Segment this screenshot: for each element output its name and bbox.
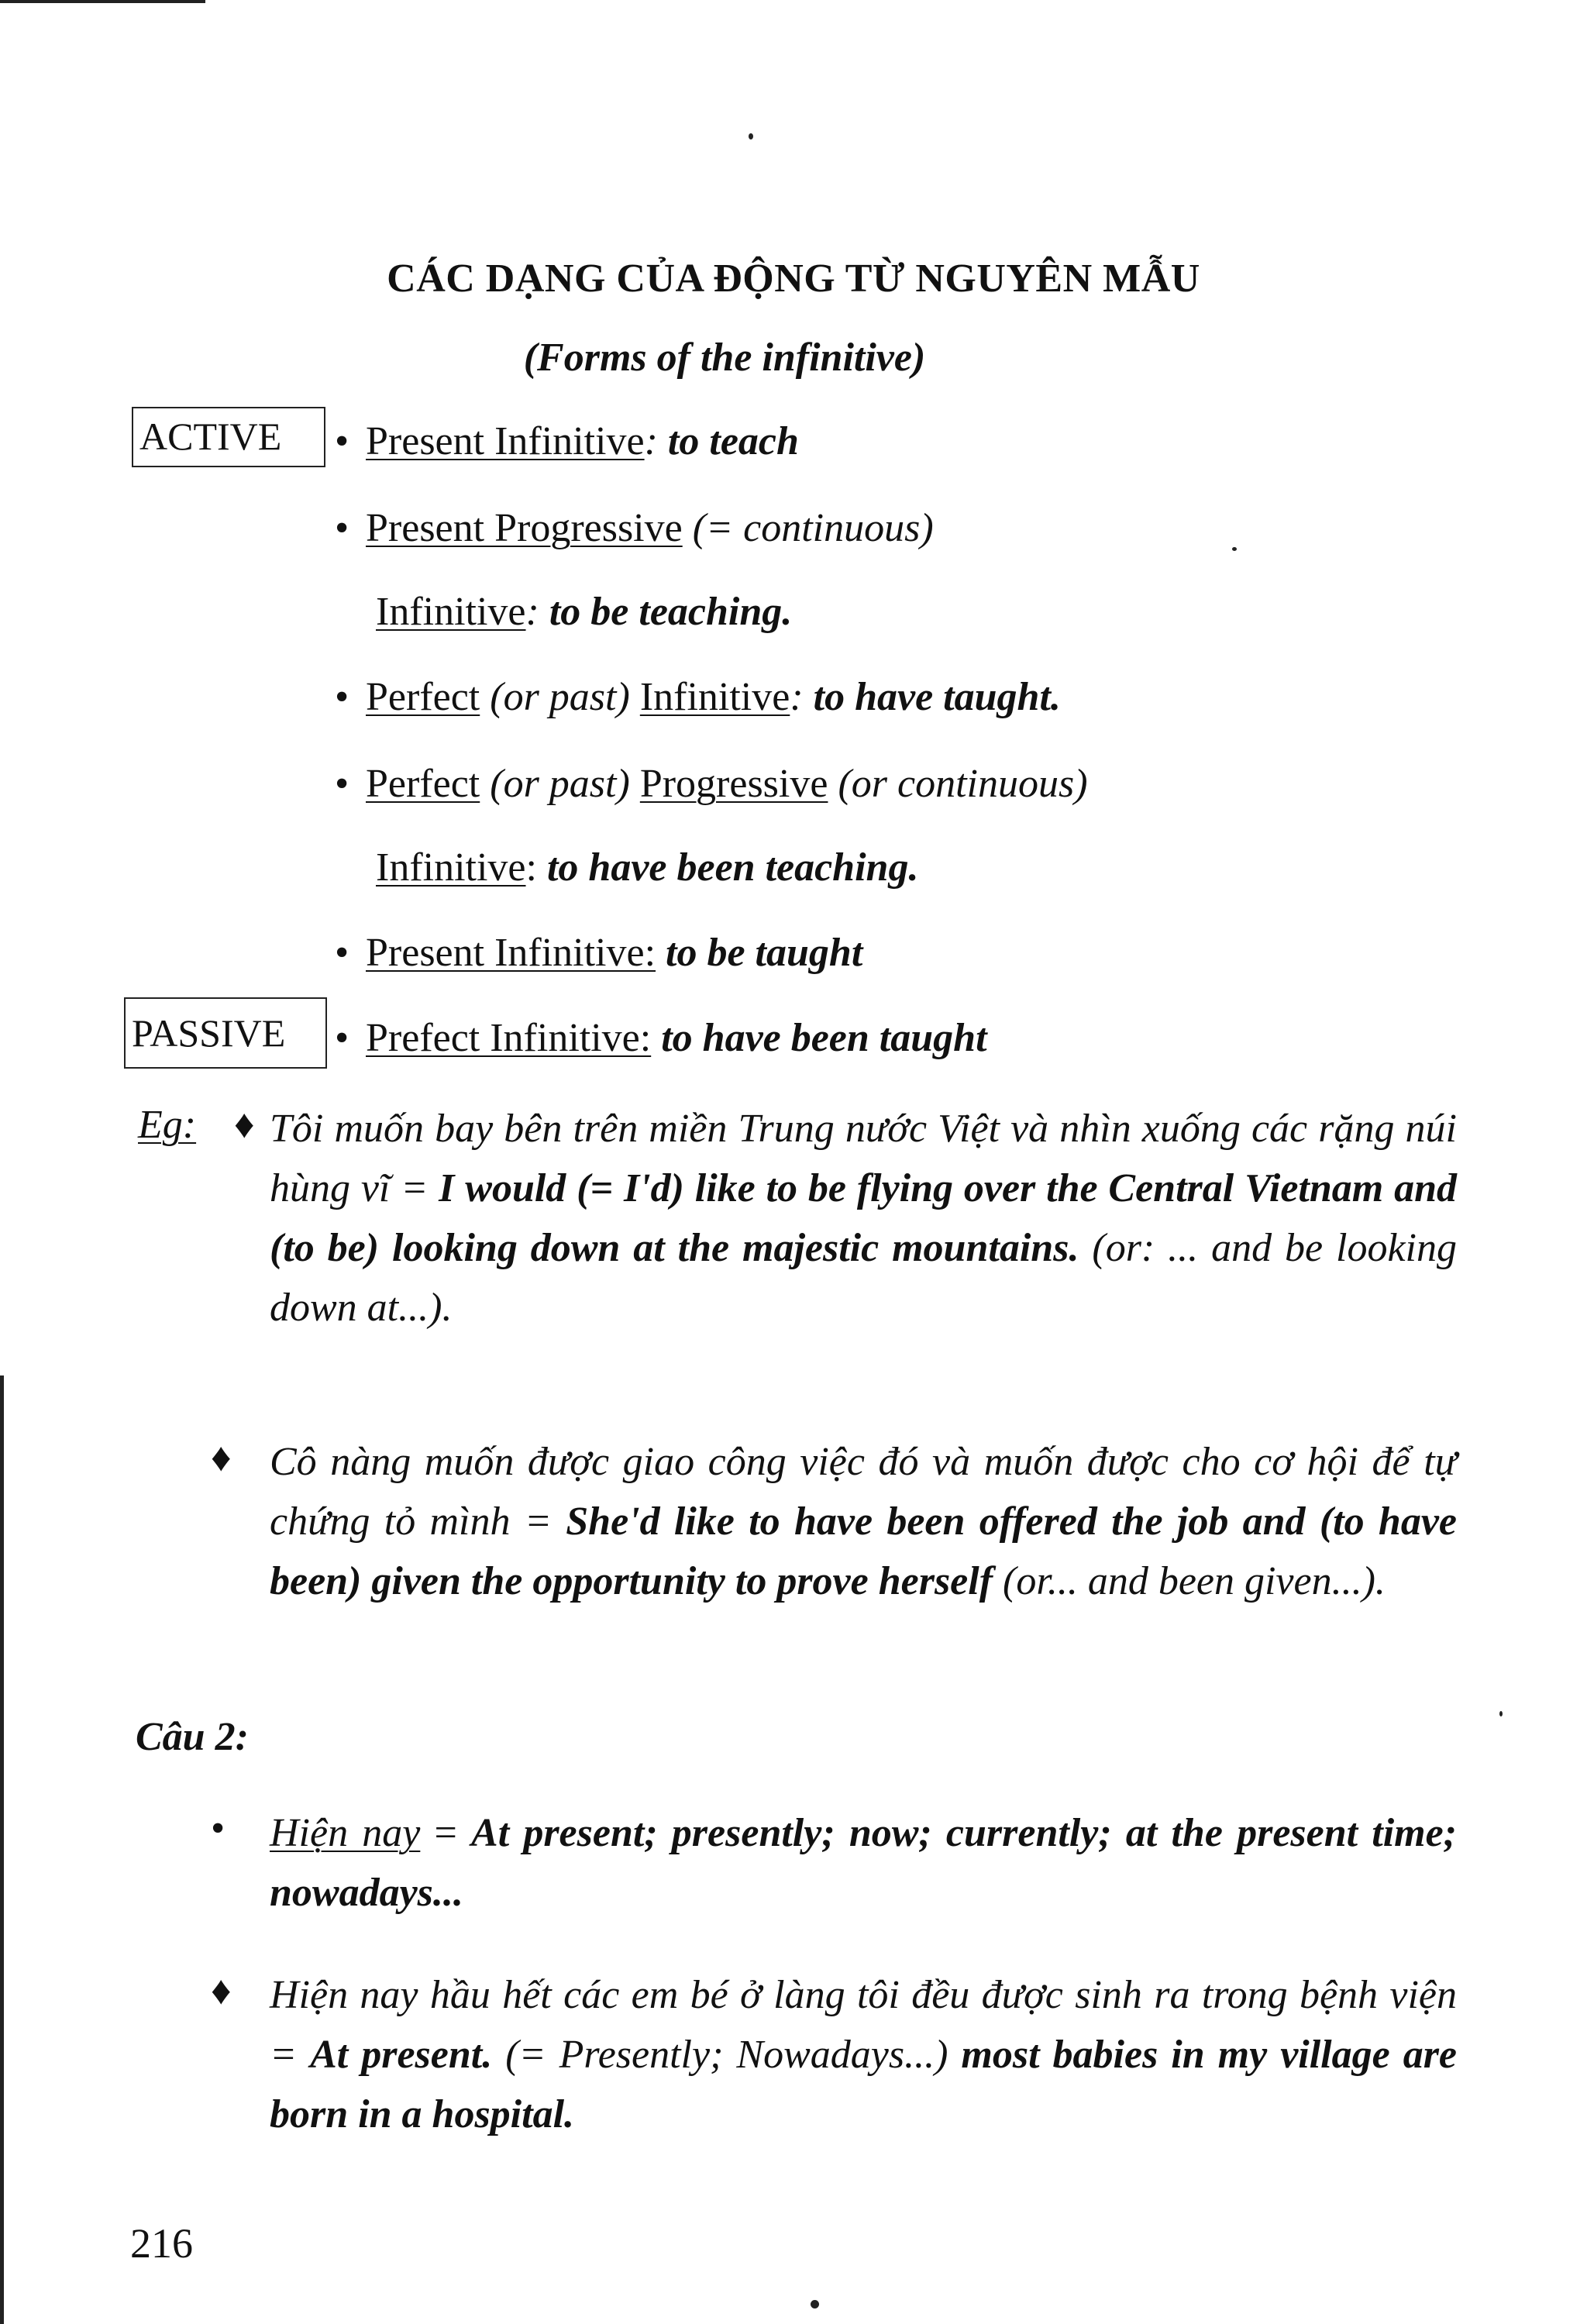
bullet-icon: • <box>335 762 349 806</box>
bullet-icon: • <box>335 506 349 550</box>
form-term: Present Infinitive <box>366 419 645 463</box>
diamond-bullet-icon: ♦ <box>234 1103 255 1147</box>
active-form-4-cont <box>376 845 918 890</box>
example-1 <box>270 1099 1457 1338</box>
form-term: Present Infinitive: <box>366 931 656 975</box>
form-term: Infinitive <box>376 590 526 634</box>
bullet-icon: • <box>211 1806 225 1851</box>
corner-rule <box>0 0 205 3</box>
bullet-icon: • <box>335 675 349 719</box>
example-note: (or... and been given...). <box>993 1559 1386 1603</box>
equals-sign: = <box>270 2033 311 2077</box>
example-english: At present. <box>310 2033 493 2077</box>
passive-form-1 <box>335 930 862 976</box>
form-example: to be teaching. <box>549 590 793 634</box>
bullet-icon: • <box>335 1016 349 1060</box>
term: Hiện nay <box>270 1811 421 1855</box>
form-note: (or past) <box>480 675 640 719</box>
form-term: Perfect <box>366 762 480 806</box>
active-form-3 <box>335 674 1061 720</box>
example-vietnamese: Tôi muốn bay bên trên miền Trung nước Việt và nhìn xuống các rặng núi hùng vĩ <box>270 1107 1457 1210</box>
cau2-item-2 <box>270 1965 1457 2144</box>
section-heading: Câu 2: <box>136 1715 249 1759</box>
form-example: to teach <box>667 419 799 463</box>
active-form-4 <box>335 761 1088 807</box>
form-example: to have been taught <box>651 1016 987 1060</box>
form-term: Present Progressive <box>366 506 683 550</box>
stray-mark <box>749 133 753 139</box>
passive-label: PASSIVE <box>132 1011 286 1055</box>
active-label-box <box>132 407 325 467</box>
equals-sign: = <box>390 1166 439 1210</box>
example-vietnamese: Cô nàng muốn được giao công việc đó và muốn được cho cơ hội để tự chứng tỏ mình <box>270 1440 1457 1544</box>
form-example: to have taught. <box>813 675 1061 719</box>
form-separator: : <box>525 845 547 890</box>
translation: At present; presently; now; currently; at the present time; nowadays... <box>270 1811 1457 1915</box>
form-term: Prefect Infinitive: <box>366 1016 652 1060</box>
form-note: (or continuous) <box>828 762 1088 806</box>
form-example: to be taught <box>656 931 863 975</box>
example-note: (= Presently; Nowadays...) <box>492 2033 962 2077</box>
example-english: She'd like to have been offered the job and (to have been) given the opportunity to prove herself <box>270 1499 1458 1603</box>
passive-form-2 <box>335 1015 987 1061</box>
stray-mark <box>811 2300 819 2309</box>
example-vietnamese: Hiện nay hầu hết các em bé ở làng tôi đều được sinh ra trong bệnh viện <box>270 1973 1457 2017</box>
left-margin-rule <box>0 1375 4 2324</box>
passive-label-box <box>124 997 327 1069</box>
example-english: most babies in my village are born in a hospital. <box>270 2033 1458 2136</box>
page-number: 216 <box>130 2220 193 2267</box>
form-term: Progressive <box>639 762 828 806</box>
form-term: Infinitive <box>639 675 790 719</box>
example-2 <box>270 1432 1457 1611</box>
bullet-icon: • <box>335 931 349 975</box>
bullet-icon: • <box>335 419 349 463</box>
cau2-item-1 <box>270 1803 1457 1923</box>
stray-mark <box>1499 1711 1503 1716</box>
form-term: Perfect <box>366 675 480 719</box>
example-note: (or: ... and be looking down at...). <box>270 1226 1457 1330</box>
active-form-1 <box>335 418 799 464</box>
page-title: CÁC DẠNG CỦA ĐỘNG TỪ NGUYÊN MẪU <box>387 257 1200 301</box>
active-label: ACTIVE <box>139 415 282 458</box>
form-separator: : <box>525 590 549 634</box>
form-term: Infinitive <box>376 845 526 890</box>
stray-mark <box>1232 547 1237 551</box>
active-form-2 <box>335 505 934 551</box>
diamond-bullet-icon: ♦ <box>211 1969 232 2013</box>
diamond-bullet-icon: ♦ <box>211 1436 232 1480</box>
form-example: to have been teaching. <box>546 845 919 890</box>
example-english: I would (= I'd) like to be flying over the Central Vietnam and (to be) looking down at the majestic mountains. <box>270 1166 1458 1270</box>
form-note: (= continuous) <box>682 506 934 550</box>
active-form-2-cont <box>376 589 792 635</box>
form-separator: : <box>790 675 814 719</box>
eg-label: Eg: <box>138 1103 197 1147</box>
page-subtitle: (Forms of the infinitive) <box>523 336 926 380</box>
form-separator: : <box>644 419 668 463</box>
equals-sign: = <box>420 1811 472 1855</box>
form-note: (or past) <box>480 762 640 806</box>
equals-sign: = <box>510 1499 566 1544</box>
